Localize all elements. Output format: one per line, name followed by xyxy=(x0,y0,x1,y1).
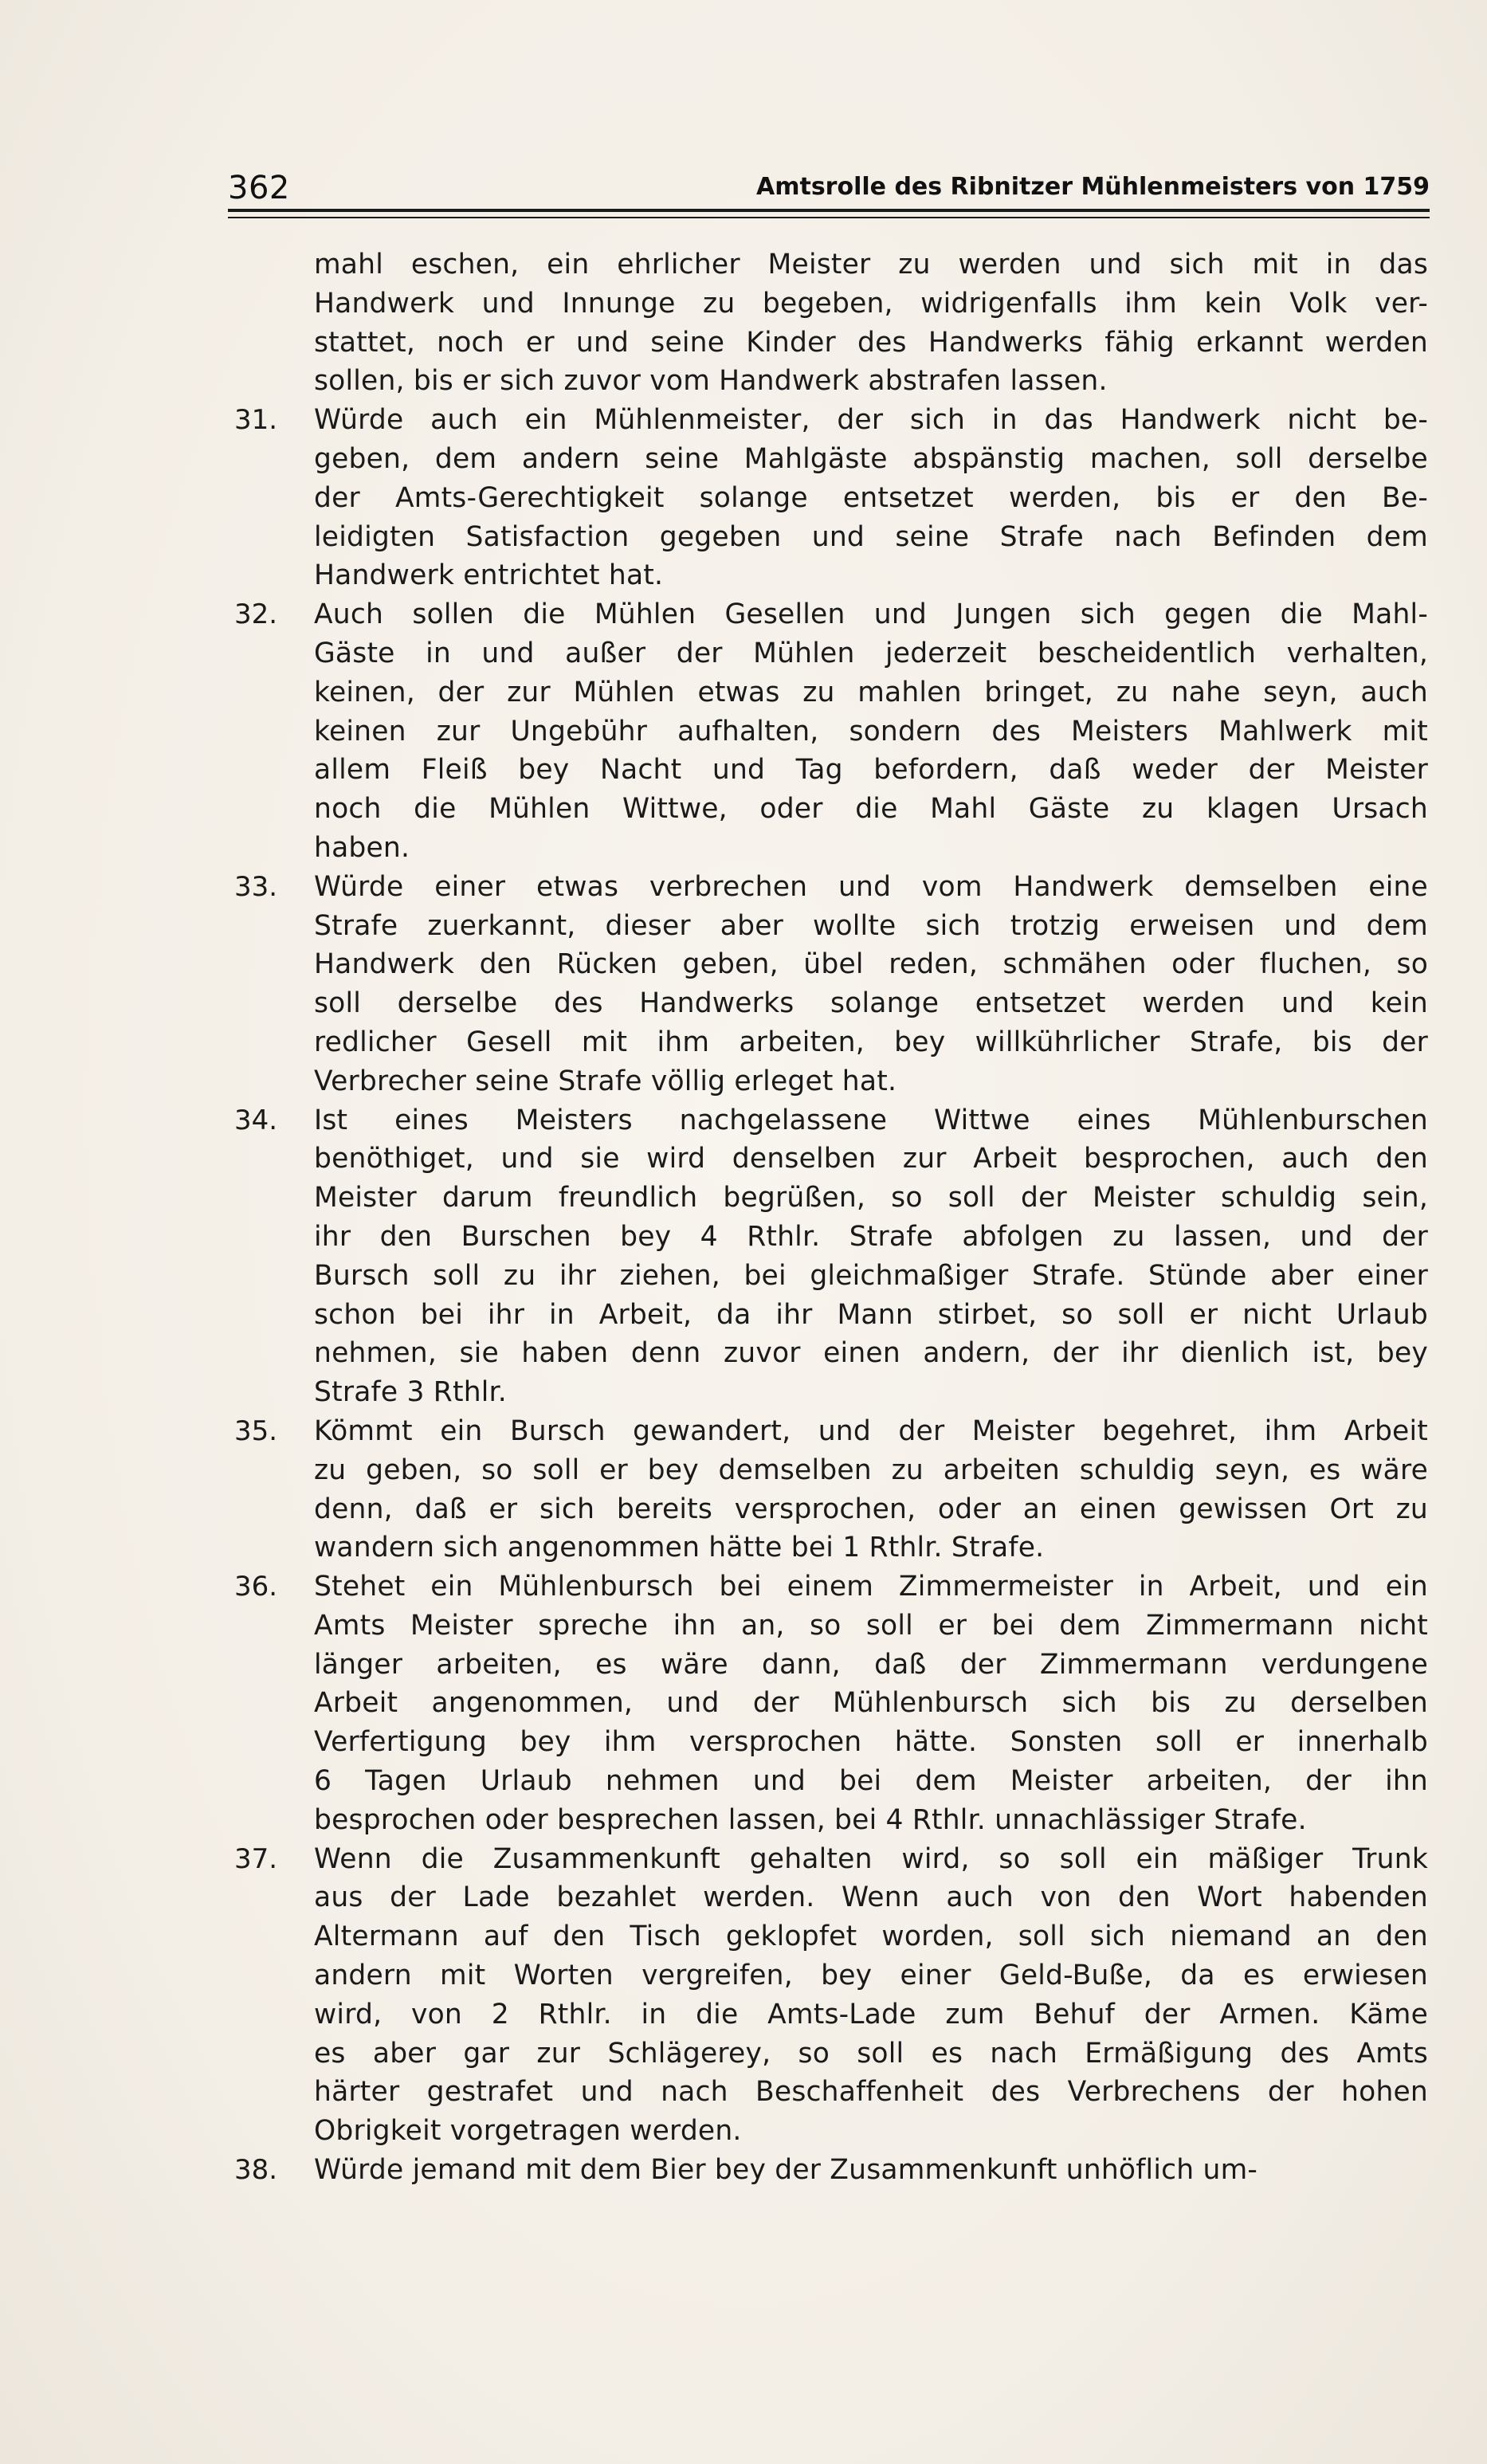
text-line: Meister darum freundlich begrüßen, so soll der Meister schuldig sein, xyxy=(314,1182,1428,1214)
text-line: benöthiget, und sie wird denselben zur Arbeit besprochen, auch den xyxy=(314,1143,1428,1175)
article-paragraph xyxy=(231,401,1428,595)
text-line: Würde jemand mit dem Bier bey der Zusammenkunft unhöflich um- xyxy=(314,2154,1258,2187)
article-number: 31. xyxy=(234,404,278,437)
text-line: Amts Meister spreche ihn an, so soll er bei dem Zimmermann nicht xyxy=(314,1609,1428,1642)
text-line: wird, von 2 Rthlr. in die Amts-Lade zum Behuf der Armen. Käme xyxy=(314,1998,1428,2030)
text-line: redlicher Gesell mit ihm arbeiten, bey willkührlicher Strafe, bis der xyxy=(314,1026,1428,1058)
text-line: Strafe 3 Rthlr. xyxy=(314,1376,507,1409)
text-line: Auch sollen die Mühlen Gesellen und Jungen sich gegen die Mahl- xyxy=(314,598,1428,631)
article-number: 32. xyxy=(234,598,278,631)
text-line: Altermann auf den Tisch geklopfet worden, soll sich niemand an den xyxy=(314,1921,1428,1953)
text-line: ihr den Burschen bey 4 Rthlr. Strafe abfolgen zu lassen, und der xyxy=(314,1220,1428,1253)
text-line: mahl eschen, ein ehrlicher Meister zu werden und sich mit in das xyxy=(314,249,1428,281)
text-line: Verbrecher seine Strafe völlig erleget hat. xyxy=(314,1065,897,1097)
continued-paragraph xyxy=(231,245,1428,401)
text-line: haben. xyxy=(314,831,410,864)
article-paragraph xyxy=(231,2151,1428,2190)
page-header xyxy=(228,163,1430,211)
text-line: stattet, noch er und seine Kinder des Handwerks fähig erkannt werden xyxy=(314,326,1428,359)
text-line: besprochen oder besprechen lassen, bei 4 Rthlr. unnachlässiger Strafe. xyxy=(314,1803,1307,1836)
text-line: Gäste in und außer der Mühlen jederzeit bescheidentlich verhalten, xyxy=(314,637,1428,669)
text-line: nehmen, sie haben denn zuvor einen andern, der ihr dienlich ist, bey xyxy=(314,1337,1428,1370)
text-line: aus der Lade bezahlet werden. Wenn auch von den Wort habenden xyxy=(314,1881,1428,1914)
text-line: schon bei ihr in Arbeit, da ihr Mann stirbet, so soll er nicht Urlaub xyxy=(314,1298,1428,1331)
text-line: Arbeit angenommen, und der Mühlenbursch sich bis zu derselben xyxy=(314,1687,1428,1720)
text-line: geben, dem andern seine Mahlgäste abspänstig machen, soll derselbe xyxy=(314,442,1428,475)
text-line: Handwerk und Innunge zu begeben, widrigenfalls ihm kein Volk ver- xyxy=(314,287,1428,320)
text-line: Kömmt ein Bursch gewandert, und der Meister begehret, ihm Arbeit xyxy=(314,1414,1428,1447)
article-paragraph xyxy=(231,595,1428,868)
text-line: wandern sich angenommen hätte bei 1 Rthlr. Strafe. xyxy=(314,1532,1045,1564)
text-line: denn, daß er sich bereits versprochen, oder an einen gewissen Ort zu xyxy=(314,1493,1428,1525)
text-line: Bursch soll zu ihr ziehen, bei gleichmaßiger Strafe. Stünde aber einer xyxy=(314,1259,1428,1292)
text-line: noch die Mühlen Wittwe, oder die Mahl Gäste zu klagen Ursach xyxy=(314,793,1428,826)
text-line: andern mit Worten vergreifen, bey einer Geld-Buße, da es erwiesen xyxy=(314,1960,1428,1992)
text-line: Ist eines Meisters nachgelassene Wittwe eines Mühlenburschen xyxy=(314,1104,1428,1136)
text-line: zu geben, so soll er bey demselben zu arbeiten schuldig seyn, es wäre xyxy=(314,1454,1428,1486)
text-line: Handwerk entrichtet hat. xyxy=(314,559,664,592)
article-paragraph xyxy=(231,1840,1428,2151)
article-number: 35. xyxy=(234,1414,278,1447)
article-number: 36. xyxy=(234,1571,278,1603)
article-paragraph xyxy=(231,1412,1428,1567)
text-line: keinen zur Ungebühr aufhalten, sondern des Meisters Mahlwerk mit xyxy=(314,715,1428,747)
text-line: allem Fleiß bey Nacht und Tag befordern, daß weder der Meister xyxy=(314,754,1428,787)
article-number: 38. xyxy=(234,2154,278,2187)
article-paragraph xyxy=(231,1101,1428,1412)
header-rule-thick xyxy=(228,209,1430,212)
article-paragraph xyxy=(231,868,1428,1101)
text-line: leidigten Satisfaction gegeben und seine Strafe nach Befinden dem xyxy=(314,520,1428,553)
page-number: 362 xyxy=(228,170,290,206)
article-number: 37. xyxy=(234,1842,278,1875)
running-head: Amtsrolle des Ribnitzer Mühlenmeisters von 1759 xyxy=(756,173,1430,201)
text-line: der Amts-Gerechtigkeit solange entsetzet werden, bis er den Be- xyxy=(314,481,1428,514)
header-rule-thin xyxy=(228,217,1430,218)
body-text xyxy=(231,245,1428,2190)
text-line: Verfertigung bey ihm versprochen hätte. Sonsten soll er innerhalb xyxy=(314,1726,1428,1759)
text-line: keinen, der zur Mühlen etwas zu mahlen bringet, zu nahe seyn, auch xyxy=(314,676,1428,708)
article-number: 34. xyxy=(234,1104,278,1136)
text-line: Strafe zuerkannt, dieser aber wollte sich trotzig erweisen und dem xyxy=(314,909,1428,942)
article-paragraph xyxy=(231,1567,1428,1840)
text-line: Stehet ein Mühlenbursch bei einem Zimmermeister in Arbeit, und ein xyxy=(314,1571,1428,1603)
text-line: Wenn die Zusammenkunft gehalten wird, so soll ein mäßiger Trunk xyxy=(314,1842,1428,1875)
text-line: härter gestrafet und nach Beschaffenheit des Verbrechens der hohen xyxy=(314,2076,1428,2109)
text-line: 6 Tagen Urlaub nehmen und bei dem Meister arbeiten, der ihn xyxy=(314,1765,1428,1798)
text-line: Handwerk den Rücken geben, übel reden, schmähen oder fluchen, so xyxy=(314,948,1428,981)
text-line: Würde einer etwas verbrechen und vom Handwerk demselben eine xyxy=(314,870,1428,903)
text-line: es aber gar zur Schlägerey, so soll es nach Ermäßigung des Amts xyxy=(314,2037,1428,2070)
text-line: Obrigkeit vorgetragen werden. xyxy=(314,2115,742,2148)
text-line: länger arbeiten, es wäre dann, daß der Zimmermann verdungene xyxy=(314,1648,1428,1681)
text-line: Würde auch ein Mühlenmeister, der sich in das Handwerk nicht be- xyxy=(314,404,1428,437)
article-number: 33. xyxy=(234,870,278,903)
text-line: soll derselbe des Handwerks solange entsetzet werden und kein xyxy=(314,987,1428,1020)
text-line: sollen, bis er sich zuvor vom Handwerk abstrafen lassen. xyxy=(314,365,1108,398)
